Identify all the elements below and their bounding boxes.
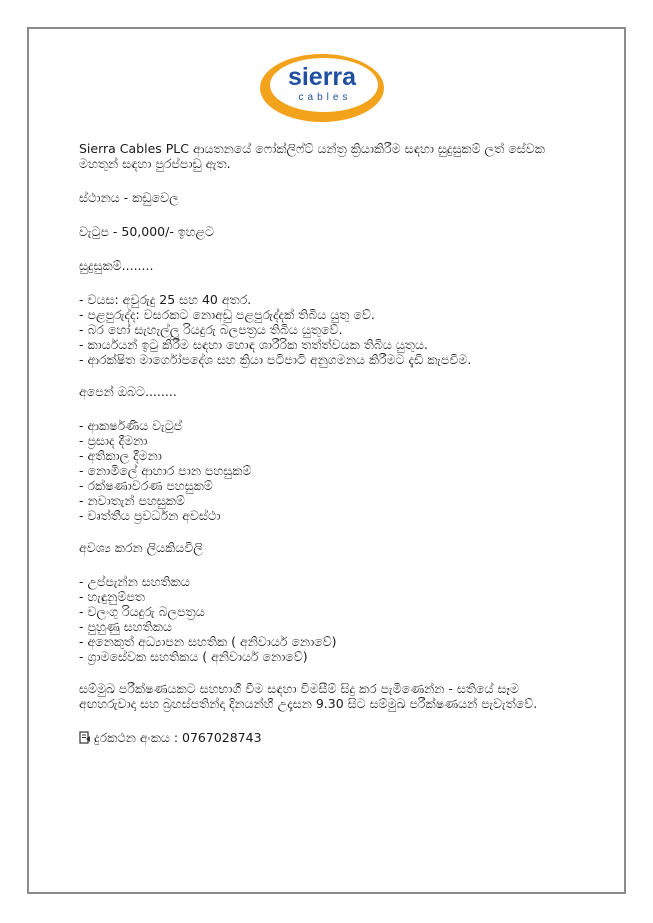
- list-item: - ආකර්ෂණීය වැටුප්: [79, 418, 183, 433]
- phone-document-icon: [79, 731, 91, 744]
- benefits-list: [79, 418, 579, 523]
- benefits-heading: අපෙන් ඔබට........: [79, 384, 177, 399]
- list-item: - බර හෝ සැහැල්ලු රියදුරු බලපත්‍රය තිබිය යුතුවේ.: [79, 322, 343, 337]
- job-advert-body: [79, 141, 579, 764]
- intro-line: මහතුන් සඳහා පුරප්පාඩු ඇත.: [79, 156, 231, 171]
- documents-heading: අවශ්‍ය කරන ලියකියවිලි: [79, 540, 203, 555]
- qualifications-heading: සුදුසුකම්........: [79, 258, 154, 273]
- list-item: - අනෙකුත් අධ්‍යාපන සහතික ( අනිවාර්ය නොවේ): [79, 634, 337, 649]
- list-item: - ආරක්ෂිත මාර්ගෝපදේශ සහ ක්‍රියා පටිපාටි අනුගමනය කිරීමට දැඩි කැපවීම.: [79, 352, 472, 367]
- list-item: - නවාතැන් පහසුකම්: [79, 493, 185, 508]
- list-item: - රක්ෂණාවරණ පහසුකම්: [79, 478, 213, 493]
- list-item: - පුහුණු සහතිකය: [79, 619, 172, 634]
- list-item: - ග්‍රාමසේවක සහතිකය ( අනිවාර්ය නොවේ): [79, 649, 308, 664]
- interview-paragraph: [79, 681, 579, 711]
- list-item: - අතිකාල දීමනා: [79, 448, 162, 463]
- list-item: - නොමිලේ ආහාර පාන පහසුකම්: [79, 463, 252, 478]
- documents-list: [79, 574, 579, 664]
- list-item: - උප්පැන්න සහතිකය: [79, 574, 190, 589]
- sierra-cables-logo: [258, 52, 386, 124]
- list-item: - පළපුරුද්ද: වසරකට නොඅඩු පළපුරුද්දක් තිබිය යුතු වේ.: [79, 307, 375, 322]
- contact-line: [79, 730, 579, 745]
- list-item: - වෘත්තීය ප්‍රවර්ධන අවස්ථා: [79, 508, 221, 523]
- intro-paragraph: [79, 141, 579, 171]
- interview-line: සම්මුඛ පරීක්ෂණයකට සහභාගී වීම සඳහා විමසීම් සිදු කර පැමිණෙන්න - සතියේ සෑම: [79, 681, 519, 696]
- contact-phone-text: දුරකථන අංකය : 0767028743: [94, 730, 262, 745]
- location-line: ස්ථානය - කඩුවෙල: [79, 190, 179, 205]
- logo-word: sierra: [287, 63, 357, 91]
- intro-line: Sierra Cables PLC ආයතනයේ ෆෝක්ලිෆ්ට් යන්ත්‍ර ක්‍රියාකිරීම සඳහා සුදුසුකම් ලත් සේවක: [79, 141, 545, 156]
- list-item: - වලංගු රියදුරු බලපත්‍රය: [79, 604, 205, 619]
- salary-line: වැටුප - 50,000/- ඉහළට: [79, 224, 215, 239]
- list-item: - කාර්යයන් ඉටු කිරීම සඳහා හොඳ ශාරීරික තත්ත්වයක තිබිය යුතුය.: [79, 337, 428, 352]
- list-item: - ප්‍රසාද දීමනා: [79, 433, 148, 448]
- interview-line: අඟහරුවාදා සහ බ්‍රහස්පතින්දා දිනයන්හී උදෑසන 9.30 සිට සම්මුඛ පරීක්ෂණයන් පැවැත්වේ.: [79, 696, 538, 711]
- list-item: - හැඳුනුම්පත: [79, 589, 145, 604]
- list-item: - වයස: අවුරුදු 25 සහ 40 අතර.: [79, 292, 252, 307]
- qualifications-list: [79, 292, 579, 367]
- logo-subword: cables: [298, 92, 352, 103]
